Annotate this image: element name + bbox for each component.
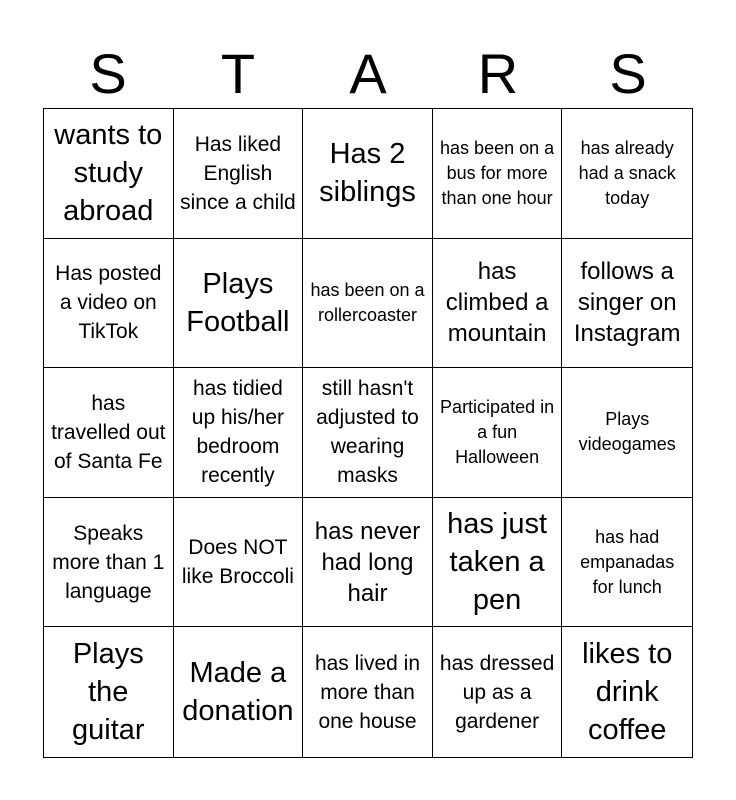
cell-text: wants to study abroad <box>54 119 163 228</box>
cell-text: Participated in a fun Halloween <box>440 396 555 467</box>
bingo-cell-r1-c3[interactable] <box>303 109 433 239</box>
header-letter-t: T <box>220 42 256 105</box>
bingo-cell-r4-c3[interactable] <box>303 498 433 628</box>
cell-text: has tidied up his/her bedroom recently <box>191 377 284 488</box>
cell-text: Plays the guitar <box>72 638 145 747</box>
bingo-header <box>43 40 693 108</box>
cell-text: has never had long hair <box>314 517 421 607</box>
bingo-cell-r2-c4[interactable] <box>433 239 563 369</box>
cell-text: Plays Football <box>186 267 290 338</box>
bingo-cell-r5-c2[interactable] <box>174 627 304 757</box>
cell-text: follows a singer on Instagram <box>573 258 681 348</box>
cell-text: has been on a bus for more than one hour <box>440 137 555 208</box>
bingo-cell-r1-c2[interactable] <box>174 109 304 239</box>
bingo-cell-r2-c1[interactable] <box>44 239 174 369</box>
bingo-cell-r4-c2[interactable] <box>174 498 304 628</box>
cell-text: has lived in more than one house <box>314 651 421 733</box>
cell-text: has climbed a mountain <box>445 258 549 348</box>
bingo-cell-r2-c2[interactable] <box>174 239 304 369</box>
bingo-cell-r4-c1[interactable] <box>44 498 174 628</box>
cell-text: has already had a snack today <box>578 137 676 208</box>
cell-text: Has liked English since a child <box>180 132 296 214</box>
bingo-cell-r3-c4[interactable] <box>433 368 563 498</box>
cell-text: has had empanadas for lunch <box>580 526 675 597</box>
bingo-cell-r3-c3[interactable] <box>303 368 433 498</box>
cell-text: still hasn't adjusted to wearing masks <box>316 377 419 488</box>
header-letter-s: S <box>89 42 127 105</box>
cell-text: Plays videogames <box>578 409 676 455</box>
header-letter-s-2: S <box>609 42 647 105</box>
bingo-cell-r4-c5[interactable] <box>562 498 692 628</box>
cell-text: has been on a rollercoaster <box>310 279 425 325</box>
cell-text: Does NOT like Broccoli <box>181 536 294 589</box>
bingo-cell-r2-c3[interactable] <box>303 239 433 369</box>
header-letter-r: R <box>477 42 519 105</box>
bingo-cell-r5-c4[interactable] <box>433 627 563 757</box>
cell-text: Speaks more than 1 language <box>52 521 165 603</box>
bingo-cell-r5-c1[interactable] <box>44 627 174 757</box>
bingo-cell-r5-c3[interactable] <box>303 627 433 757</box>
bingo-cell-r5-c5[interactable] <box>562 627 692 757</box>
bingo-cell-r1-c1[interactable] <box>44 109 174 239</box>
bingo-cell-r1-c4[interactable] <box>433 109 563 239</box>
cell-text: Made a donation <box>182 657 294 728</box>
bingo-cell-r3-c2[interactable] <box>174 368 304 498</box>
header-letter-a: A <box>349 42 387 105</box>
cell-text: has just taken a pen <box>447 508 548 617</box>
cell-text: likes to drink coffee <box>582 638 673 747</box>
bingo-cell-r3-c1[interactable] <box>44 368 174 498</box>
bingo-cell-r4-c4[interactable] <box>433 498 563 628</box>
cell-text: Has 2 siblings <box>319 138 416 209</box>
bingo-cell-r2-c5[interactable] <box>562 239 692 369</box>
cell-text: has dressed up as a gardener <box>439 651 555 733</box>
bingo-board <box>43 108 693 758</box>
bingo-cell-r3-c5[interactable] <box>562 368 692 498</box>
bingo-cell-r1-c5[interactable] <box>562 109 692 239</box>
cell-text: has travelled out of Santa Fe <box>51 391 166 473</box>
cell-text: Has posted a video on TikTok <box>55 262 162 344</box>
